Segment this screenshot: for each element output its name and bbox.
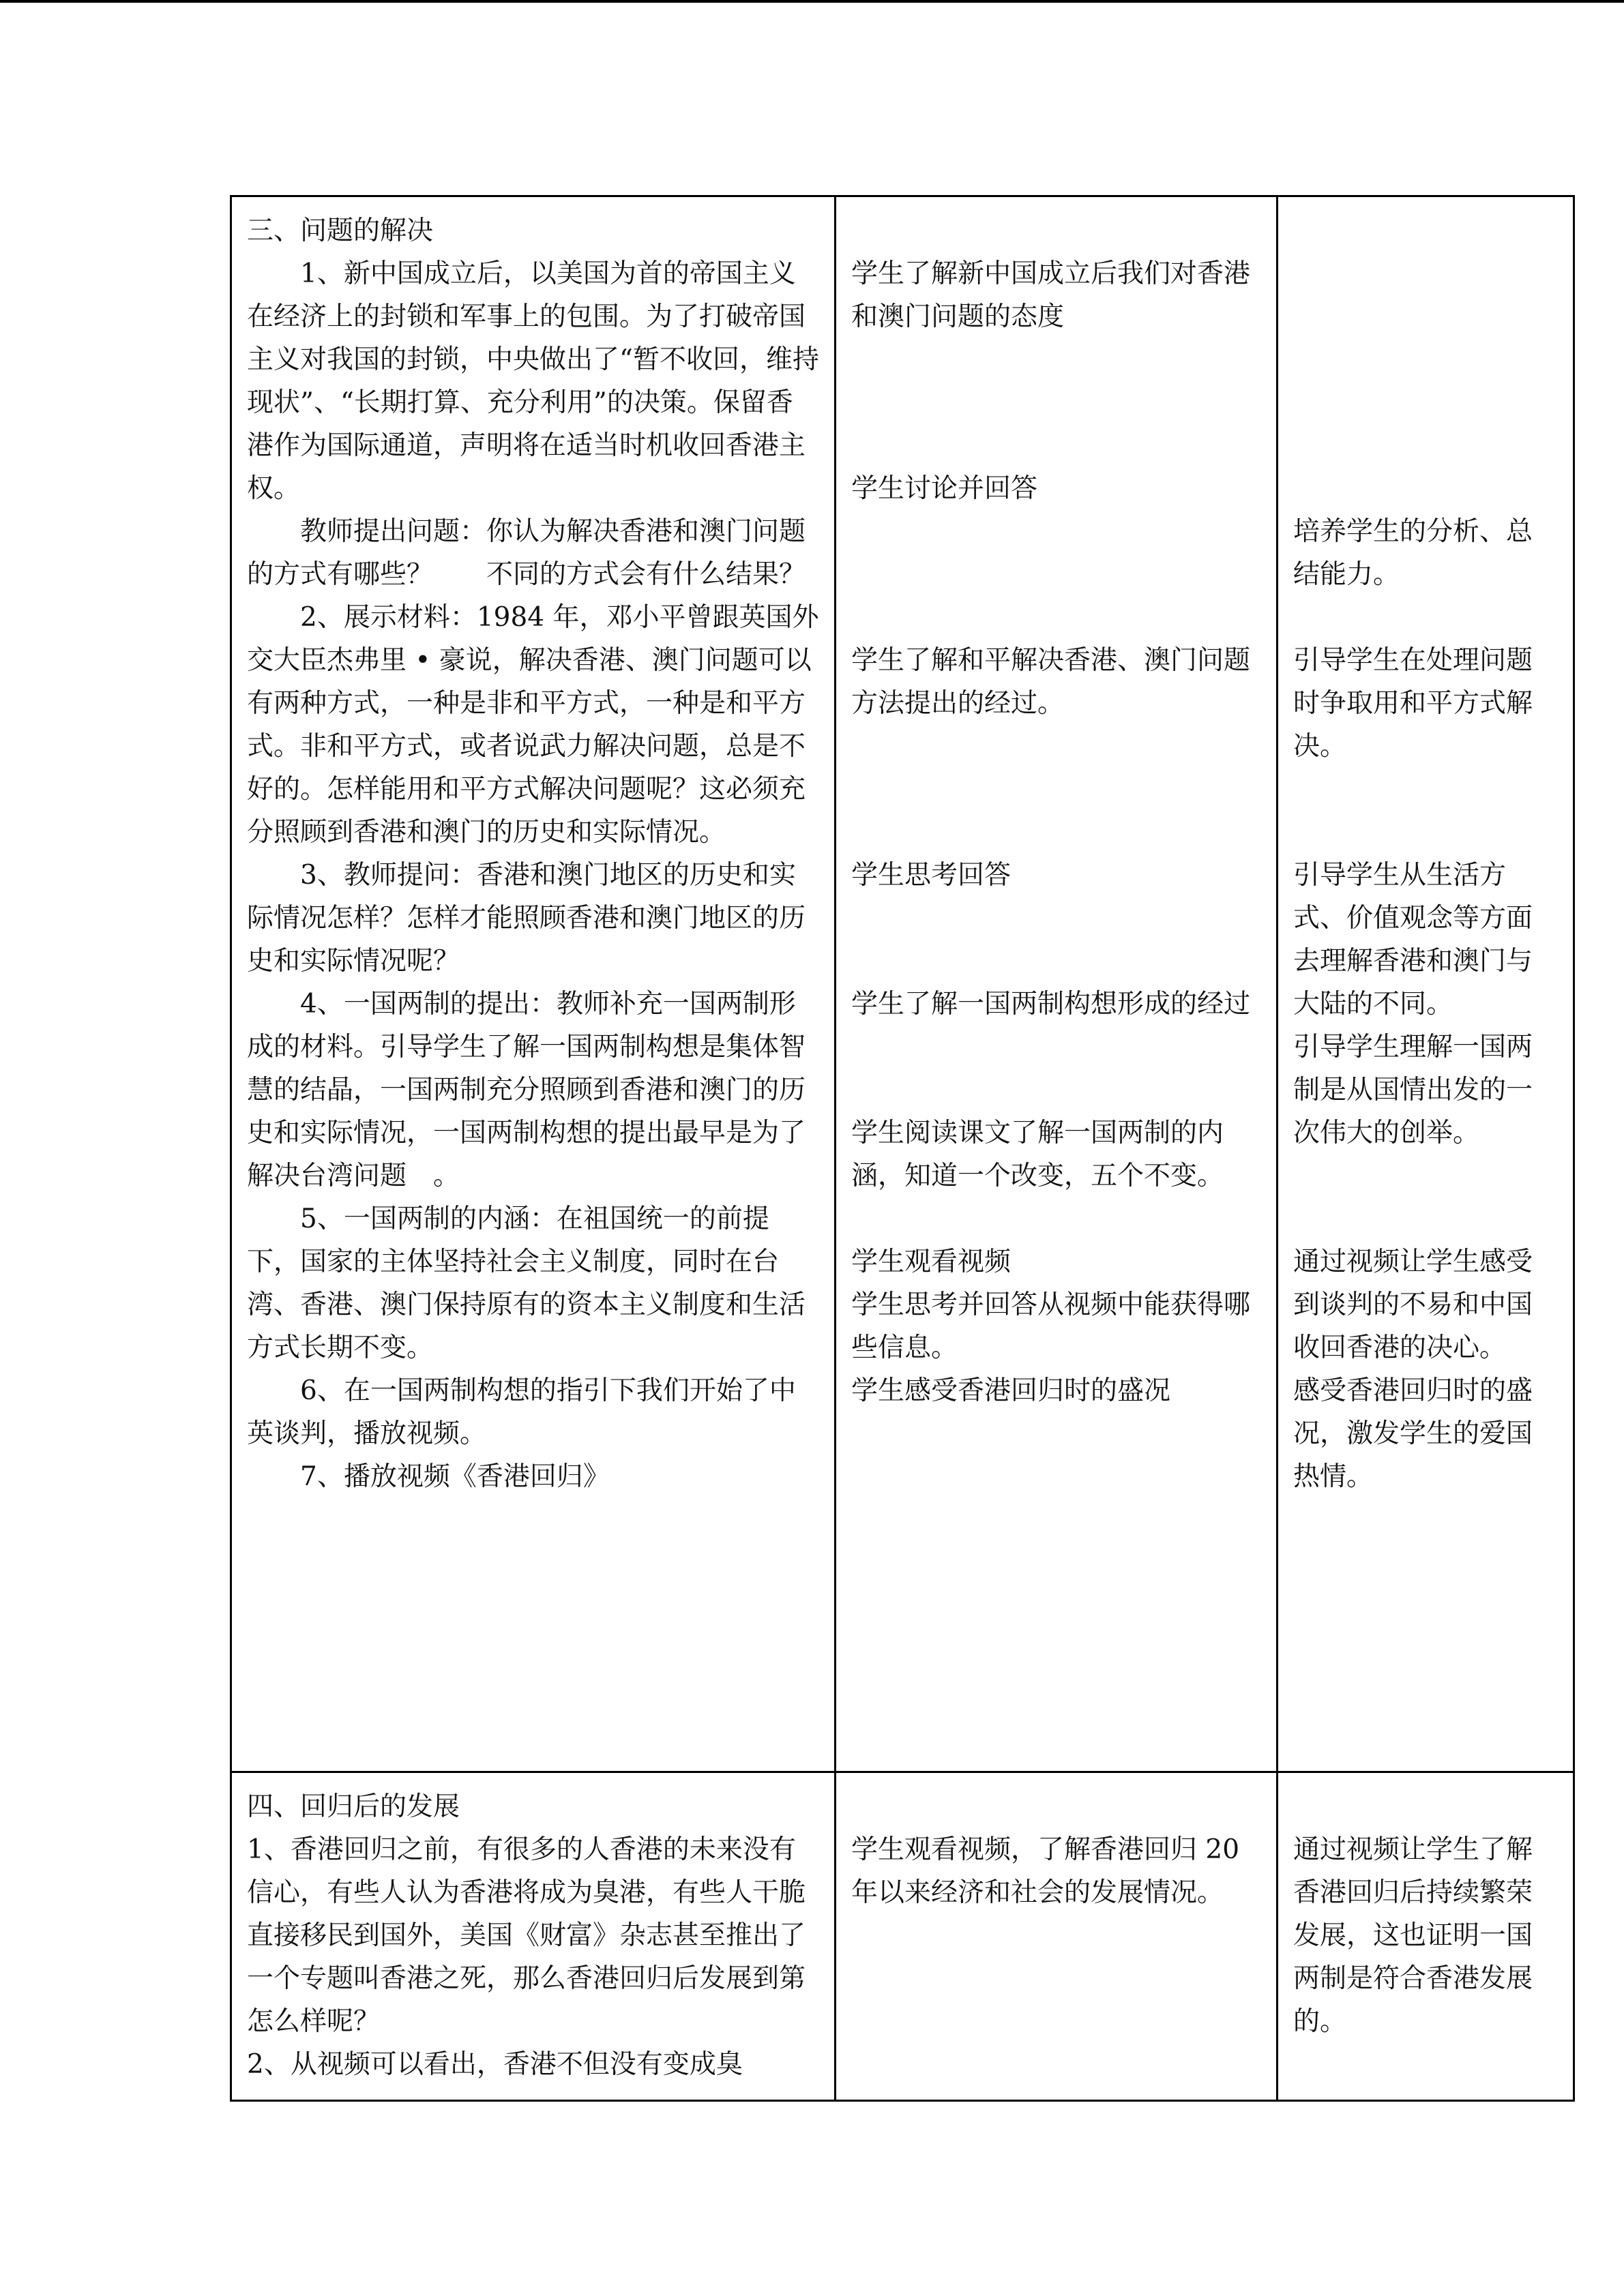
student-activity-cell — [836, 196, 1278, 1772]
teacher-paragraph: 4、一国两制的提出：教师补充一国两制形成的材料。引导学生了解一国两制构想是集体智慧的结晶，一国两制充分照顾到香港和澳门的历史和实际情况，一国两制构想的提出最早是为了解决台湾问题 。 — [247, 989, 806, 1191]
student-activity: 学生了解一国两制构想形成的经过 — [851, 989, 1251, 1019]
student-activity: 学生感受香港回归时的盛况 — [851, 1375, 1171, 1406]
student-activity: 学生思考并回答从视频中能获得哪些信息。 — [851, 1289, 1251, 1363]
teacher-paragraph: 教师提出问题：你认为解决香港和澳门问题的方式有哪些？ 不同的方式会有什么结果？ — [247, 516, 806, 590]
teacher-paragraph: 1、香港回归之前，有很多的人香港的未来没有信心，有些人认为香港将成为臭港，有些人干脆直接移民到国外，美国《财富》杂志甚至推出了一个专题叫香港之死，那么香港回归后发展到第怎么样呢？ — [247, 1834, 806, 2037]
student-activity: 学生讨论并回答 — [851, 473, 1038, 504]
teacher-paragraph: 6、在一国两制构想的指引下我们开始了中英谈判，播放视频。 — [247, 1375, 796, 1449]
section-heading: 三、问题的解决 — [247, 215, 434, 246]
design-purpose-cell — [1278, 196, 1574, 1772]
teacher-activity-cell — [231, 196, 836, 1772]
design-purpose: 引导学生在处理问题时争取用和平方式解决。 — [1293, 645, 1533, 762]
section-heading: 四、回归后的发展 — [247, 1791, 460, 1822]
section-3-row — [231, 196, 1574, 1772]
design-purpose: 引导学生从生活方式、价值观念等方面去理解香港和澳门与大陆的不同。 — [1293, 860, 1533, 1019]
student-activity: 学生观看视频 — [851, 1247, 1012, 1277]
design-purpose-cell — [1278, 1772, 1574, 2101]
design-purpose: 培养学生的分析、总结能力。 — [1293, 516, 1533, 590]
student-activity: 学生阅读课文了解一国两制的内涵，知道一个改变，五个不变。 — [851, 1118, 1224, 1191]
student-activity: 学生了解新中国成立后我们对香港和澳门问题的态度 — [851, 258, 1251, 332]
section-4-row — [231, 1772, 1574, 2101]
student-activity: 学生观看视频，了解香港回归 20 年以来经济和社会的发展情况。 — [851, 1834, 1240, 1908]
teacher-activity-cell — [231, 1772, 836, 2101]
teacher-paragraph: 3、教师提问：香港和澳门地区的历史和实际情况怎样？怎样才能照顾香港和澳门地区的历史和实际情况呢？ — [247, 860, 806, 976]
lesson-plan-table — [230, 195, 1575, 2102]
teacher-paragraph: 1、新中国成立后，以美国为首的帝国主义在经济上的封锁和军事上的包围。为了打破帝国主义对我国的封锁，中央做出了“暂不收回，维持现状”、“长期打算、充分利用”的决策。保留香港作为国际通道，声明将在适当时机收回香港主权。 — [247, 258, 819, 504]
teacher-paragraph: 2、从视频可以看出，香港不但没有变成臭 — [247, 2049, 743, 2080]
student-activity: 学生了解和平解决香港、澳门问题方法提出的经过。 — [851, 645, 1251, 719]
teacher-paragraph: 7、播放视频《香港回归》 — [300, 1461, 610, 1492]
teacher-paragraph: 2、展示材料：1984 年，邓小平曾跟英国外交大臣杰弗里 • 豪说，解决香港、澳门问题可以有两种方式，一种是非和平方式，一种是和平方式。非和平方式，或者说武力解决问题，总是不好的。怎样能用和平方式解决问题呢？这必须充分照顾到香港和澳门的历史和实际情况。 — [247, 602, 819, 848]
design-purpose: 引导学生理解一国两制是从国情出发的一次伟大的创举。 — [1293, 1032, 1533, 1148]
student-activity: 学生思考回答 — [851, 860, 1012, 891]
teacher-paragraph: 5、一国两制的内涵：在祖国统一的前提下，国家的主体坚持社会主义制度，同时在台湾、香港、澳门保持原有的资本主义制度和生活方式长期不变。 — [247, 1204, 806, 1363]
design-purpose: 通过视频让学生感受到谈判的不易和中国收回香港的决心。 — [1293, 1247, 1533, 1363]
student-activity-cell — [836, 1772, 1278, 2101]
page-top-edge — [0, 0, 1624, 3]
design-purpose: 通过视频让学生了解香港回归后持续繁荣发展，这也证明一国两制是符合香港发展的。 — [1293, 1834, 1533, 2037]
design-purpose: 感受香港回归时的盛况，激发学生的爱国热情。 — [1293, 1375, 1533, 1492]
